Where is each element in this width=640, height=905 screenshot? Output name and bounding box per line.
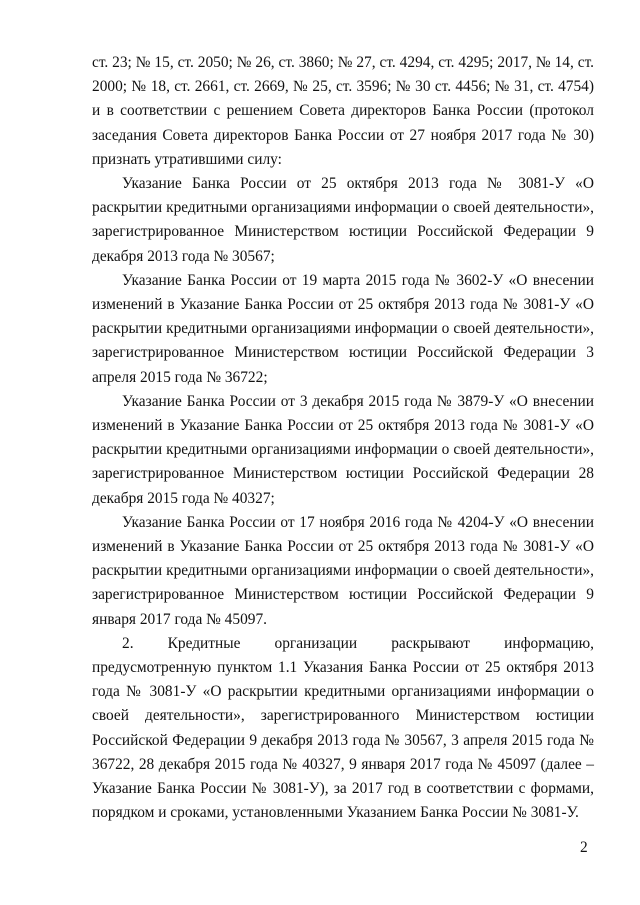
page-number: 2 <box>580 839 588 856</box>
paragraph-directive-4204: Указание Банка России от 17 ноября 2016 года № 4204-У «О внесении изменений в Указание Банка России от 25 октября 2013 года № 3081-У «О раскрытии кредитными организациями информации о своей деятельности», зарегистрированное Министерством юстиции Российской Федерации 9 января 2017 года № 45097. <box>92 513 594 628</box>
document-body <box>92 51 594 826</box>
paragraph-item-2: 2. Кредитные организации раскрывают информацию, предусмотренную пунктом 1.1 Указания Банка России от 25 октября 2013 года № 3081-У «О раскрытии кредитными организациями информации о своей деятельности», зарегистрированного Министерством юстиции Российской Федерации 9 декабря 2013 года № 30567, 3 апреля 2015 года № 36722, 28 декабря 2015 года № 40327, 9 января 2017 года № 45097 (далее – Указание Банка России № 3081-У), за 2017 год в соответствии с формами, порядком и сроками, установленными Указанием Банка России № 3081-У. <box>92 634 594 822</box>
paragraph-directive-3081: Указание Банка России от 25 октября 2013 года № 3081-У «О раскрытии кредитными организациями информации о своей деятельности», зарегистрированное Министерством юстиции Российской Федерации 9 декабря 2013 года № 30567; <box>92 175 594 265</box>
paragraph-directive-3879: Указание Банка России от 3 декабря 2015 года № 3879-У «О внесении изменений в Указание Банка России от 25 октября 2013 года № 3081-У «О раскрытии кредитными организациями информации о своей деятельности», зарегистрированное Министерством юстиции Российской Федерации 28 декабря 2015 года № 40327; <box>92 392 594 507</box>
paragraph-directive-3602: Указание Банка России от 19 марта 2015 года № 3602-У «О внесении изменений в Указание Банка России от 25 октября 2013 года № 3081-У «О раскрытии кредитными организациями информации о своей деятельности», зарегистрированное Министерством юстиции Российской Федерации 3 апреля 2015 года № 36722; <box>92 271 594 386</box>
paragraph-intro: ст. 23; № 15, ст. 2050; № 26, ст. 3860; № 27, ст. 4294, ст. 4295; 2017, № 14, ст. 2000; № 18, ст. 2661, ст. 2669, № 25, ст. 3596; № 30 ст. 4456; № 31, ст. 4754) и в соответствии с решением Совета директоров Банка России (протокол заседания Совета директоров Банка России от 27 ноября 2017 года № 30) признать утратившими силу: <box>92 54 594 168</box>
